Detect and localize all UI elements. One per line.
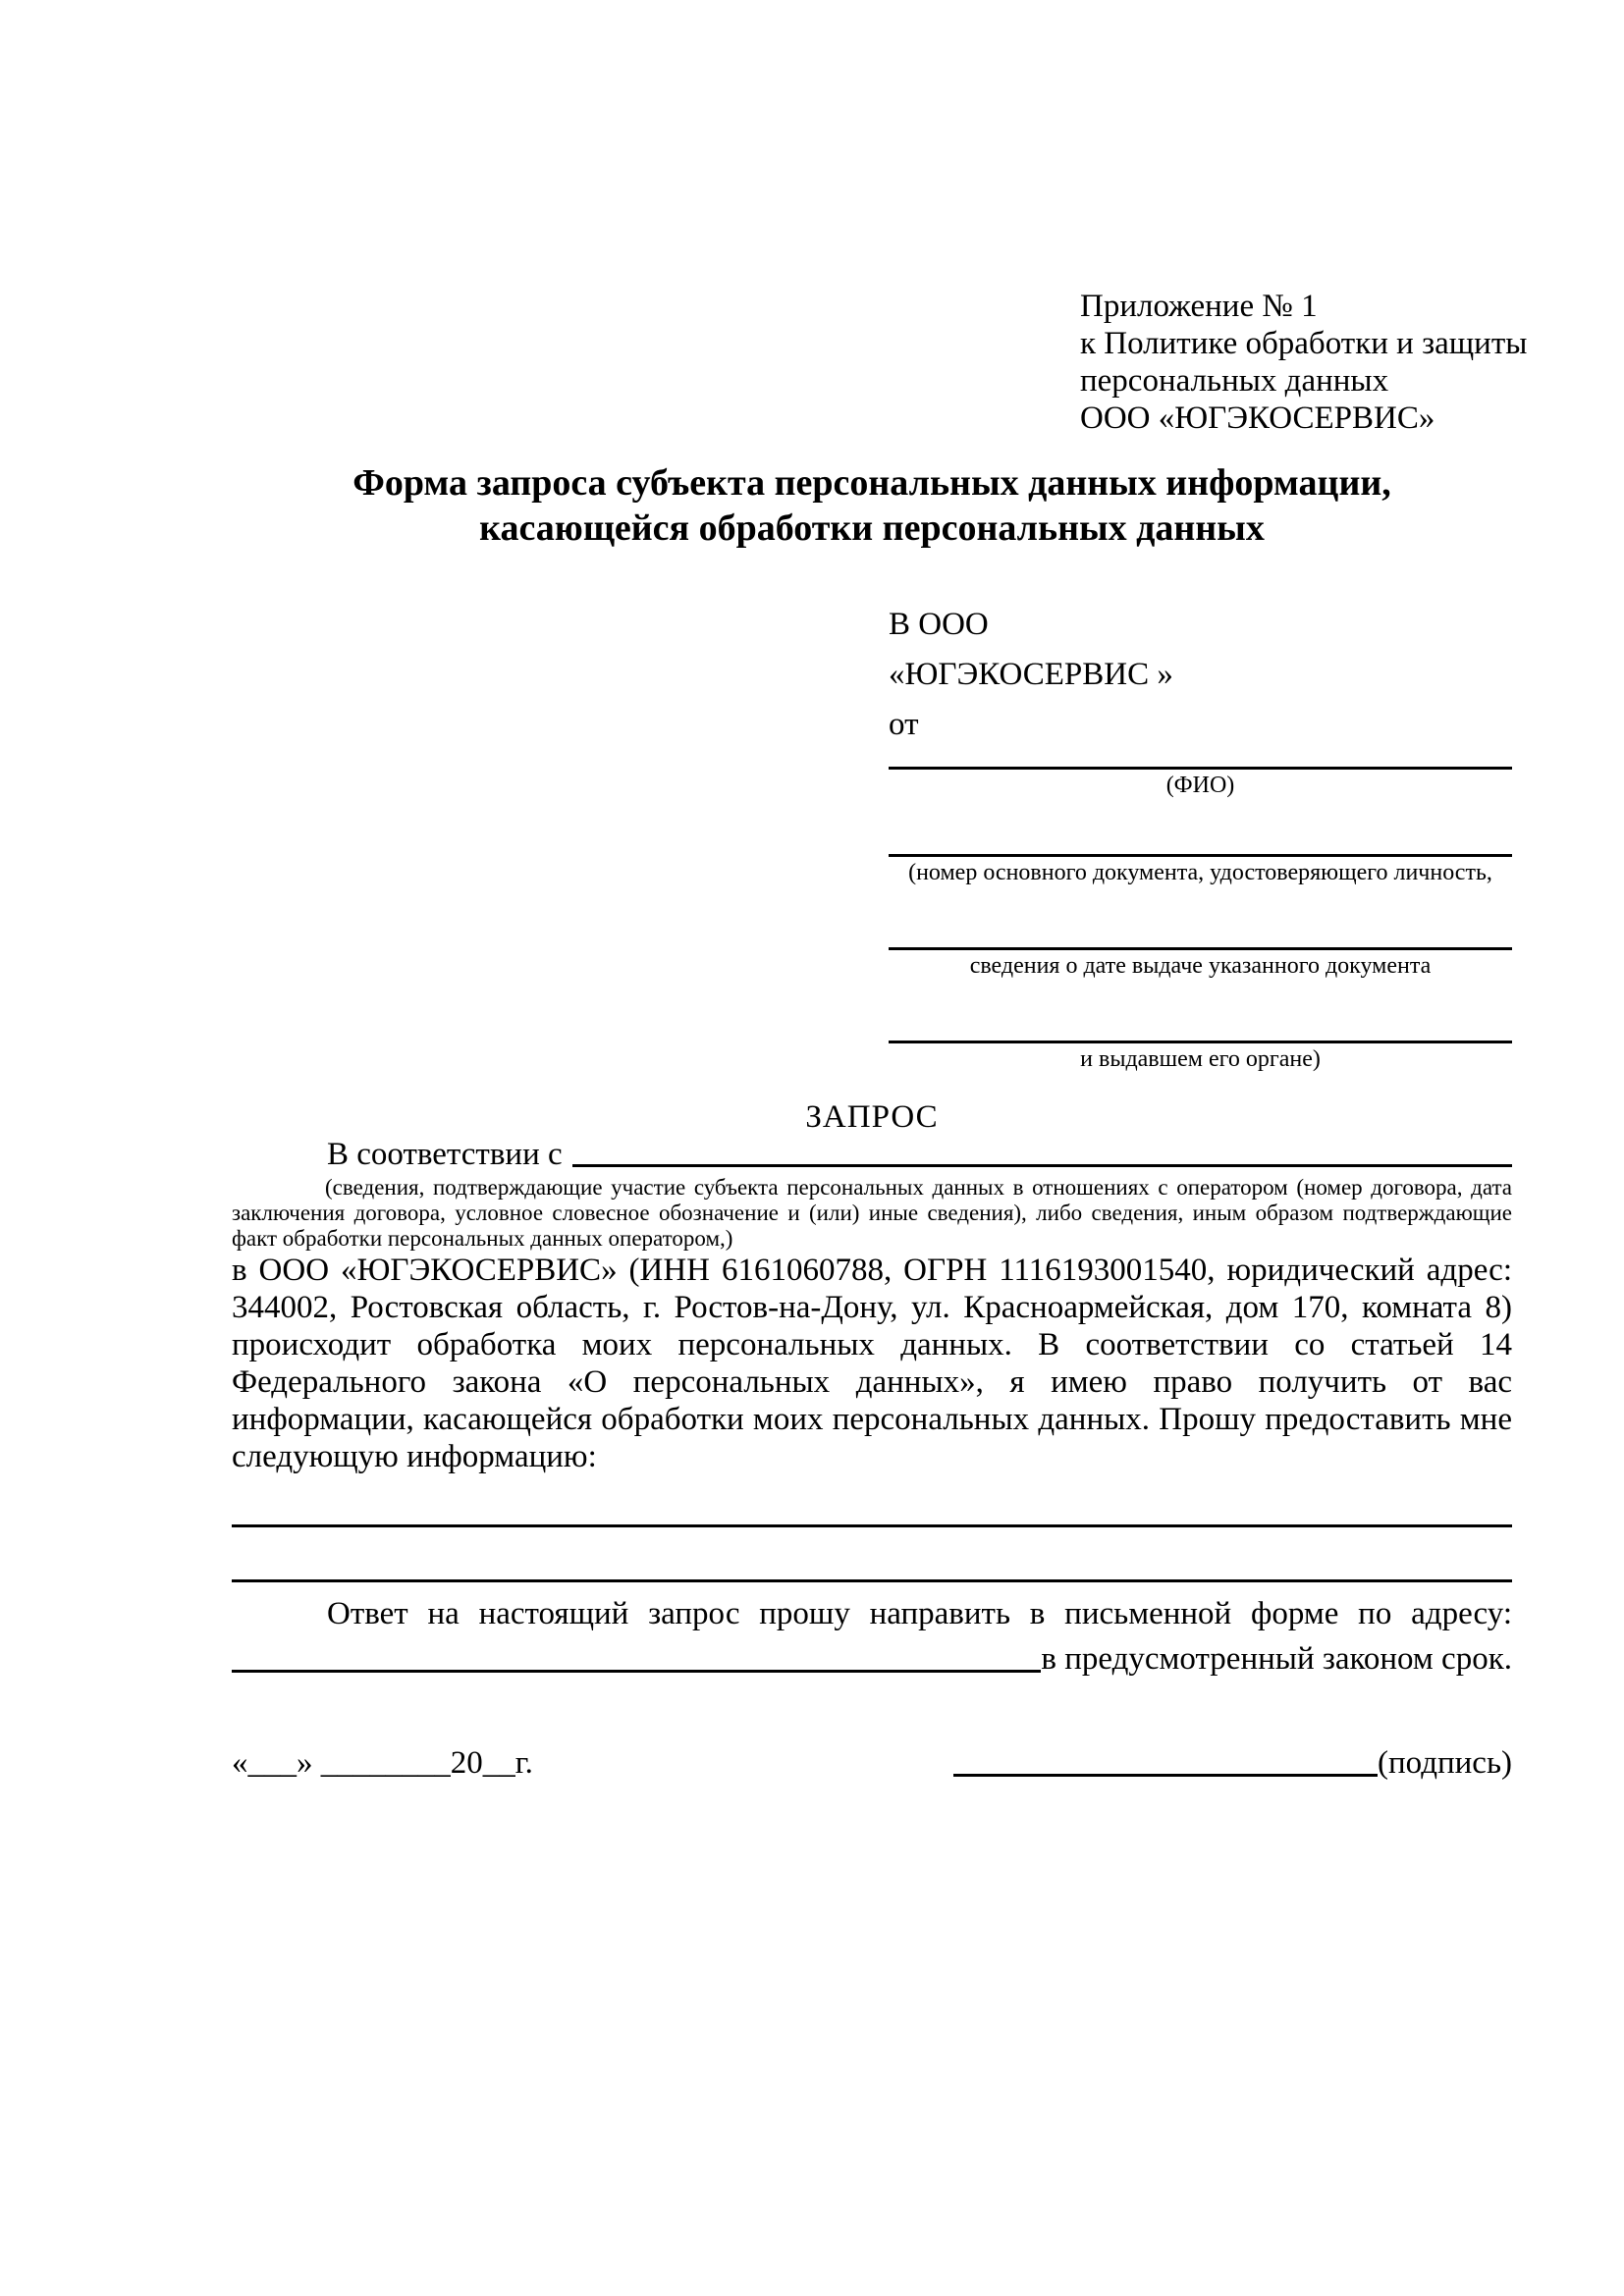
information-fill-line-1 <box>232 1524 1512 1527</box>
document-title-line1: Форма запроса субъекта персональных данных информации, <box>352 462 1391 504</box>
signature-caption: (подпись) <box>1378 1745 1512 1781</box>
response-term-text: в предусмотренный законом срок. <box>1041 1641 1512 1677</box>
intro-fill-line <box>572 1136 1512 1167</box>
response-address-line: Ответ на настоящий запрос прошу направить в письменной форме по адресу: <box>327 1596 1512 1631</box>
footnote-paragraph: (сведения, подтверждающие участие субъекта персональных данных в отношениях с оператором (номер договора, дата заключения договора, условное словесное обозначение и (или) иные сведения), либо сведения, иным образом подтверждающие факт обработки персональных данных оператором,) <box>232 1175 1512 1251</box>
request-heading: ЗАПРОС <box>805 1099 939 1135</box>
appendix-header-line: персональных данных <box>1080 363 1389 399</box>
intro-prefix: В соответствии с <box>327 1137 563 1172</box>
date-fill-text: «___» ________20__г. <box>232 1745 533 1781</box>
document-date-caption: сведения о дате выдаче указанного документа <box>969 953 1432 979</box>
signature-area <box>953 1744 1512 1782</box>
signature-fill-line <box>953 1774 1378 1777</box>
address-fill-line <box>232 1640 1041 1673</box>
intro-line <box>232 1136 1512 1173</box>
document-title <box>232 460 1512 551</box>
appendix-header-line: Приложение № 1 <box>1080 289 1318 324</box>
fio-caption: (ФИО) <box>1165 773 1235 798</box>
document-number-fill-line <box>889 840 1512 857</box>
document-date-fill-line <box>889 934 1512 950</box>
addressee-org-line2: «ЮГЭКОСЕРВИС » <box>889 657 1173 692</box>
addressee-org-line1: В ООО <box>889 607 989 642</box>
document-title-line2: касающейся обработки персональных данных <box>479 507 1265 549</box>
appendix-header <box>1080 288 1528 437</box>
document-content <box>232 0 1528 1782</box>
date-signature-row <box>232 1744 1512 1782</box>
document-issuer-fill-line <box>889 1027 1512 1043</box>
fio-fill-line <box>889 753 1512 770</box>
request-body-paragraph: в ООО «ЮГЭКОСЕРВИС» (ИНН 6161060788, ОГРН 1116193001540, юридический адрес: 344002, Ростовская область, г. Ростов-на-Дону, ул. Красноармейская, дом 170, комната 8) происходит обработка моих персональных данных. В соответствии со статьей 14 Федерального закона «О персональных данных», я имею право получить от вас информации, касающейся обработки моих персональных данных. Прошу предоставить мне следующую информацию: <box>232 1253 1512 1474</box>
addressee-block <box>889 600 1512 1072</box>
response-term-line <box>232 1640 1512 1678</box>
appendix-header-line: ООО «ЮГЭКОСЕРВИС» <box>1080 400 1435 436</box>
document-issuer-caption: и выдавшем его органе) <box>1080 1046 1321 1072</box>
appendix-header-line: к Политике обработки и защиты <box>1080 326 1528 361</box>
document-number-caption: (номер основного документа, удостоверяющего личность, <box>908 860 1492 885</box>
from-label: от <box>889 707 919 742</box>
information-fill-line-2 <box>232 1579 1512 1582</box>
